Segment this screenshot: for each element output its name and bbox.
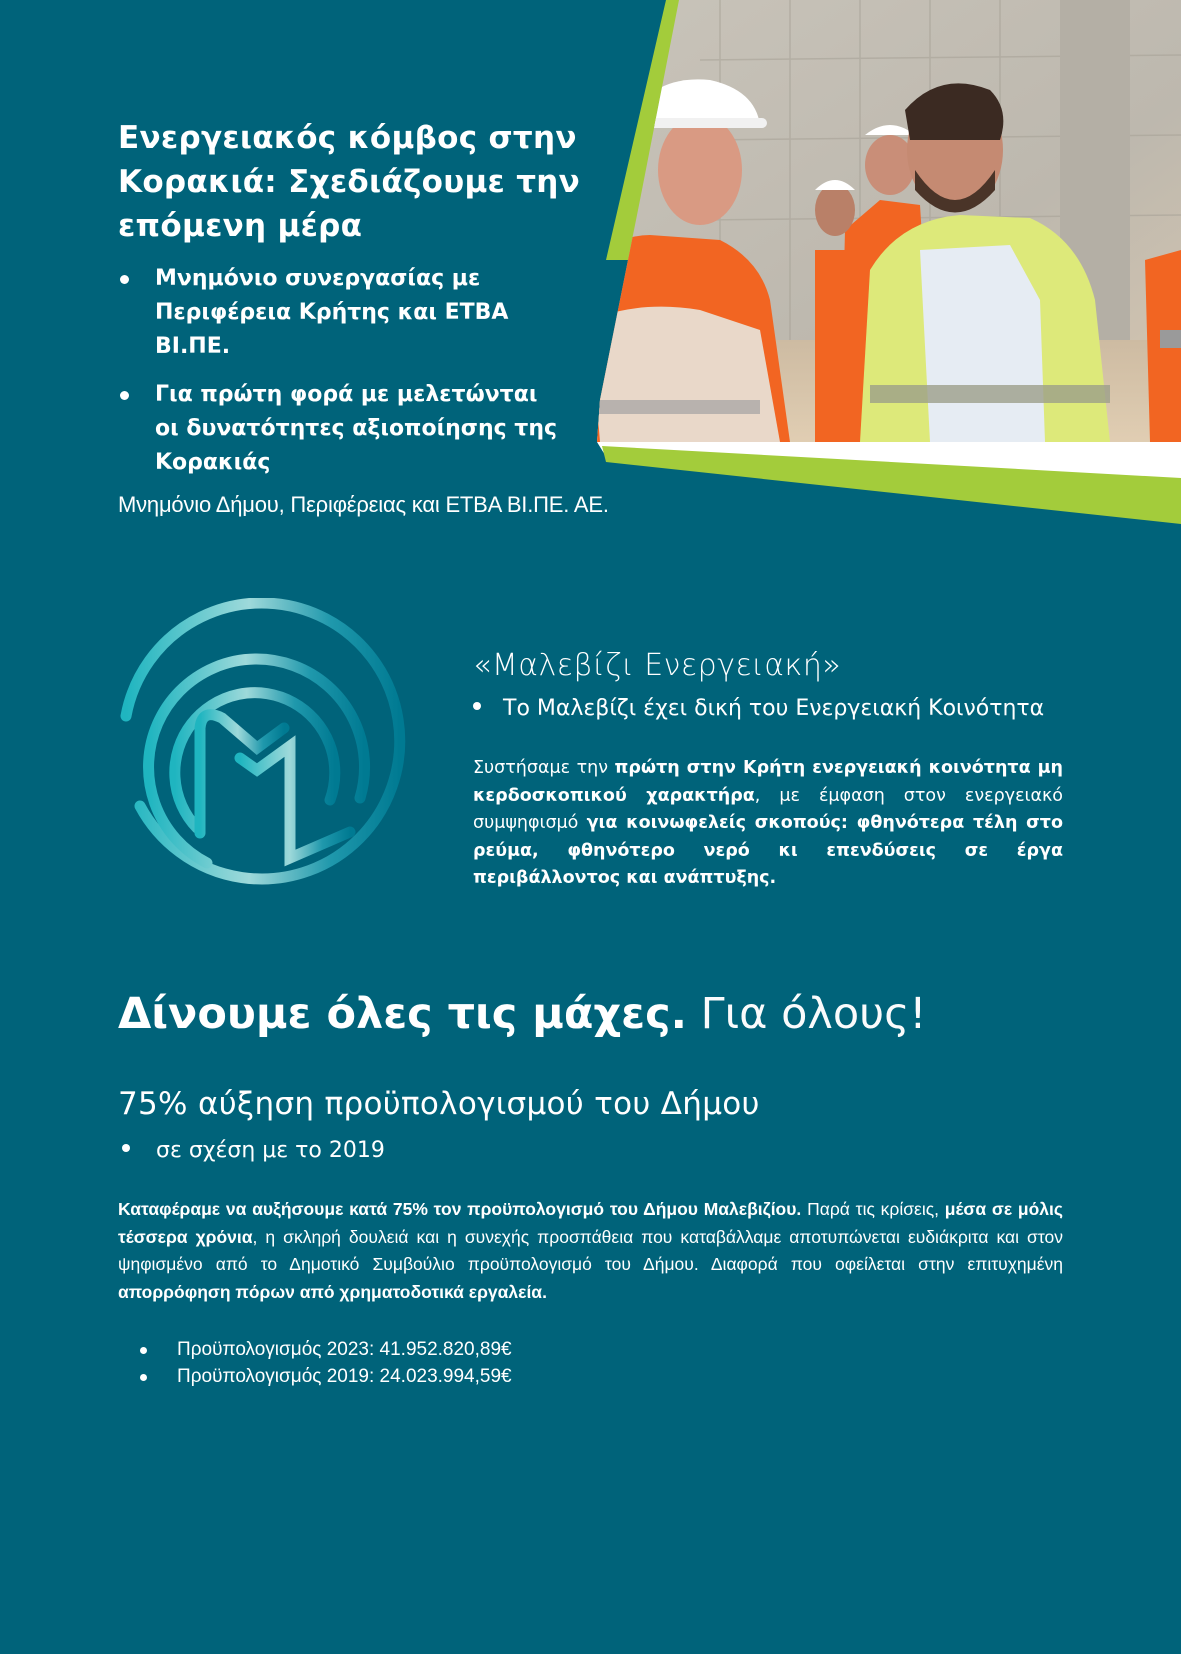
bullet-dot-icon <box>473 702 481 710</box>
paragraph-text: , η σκληρή δουλειά και η συνεχής προσπάθεια που καταβάλλαμε αποτυπώνεται ευδιάκριτα και στον ψηφισμένο από το Δημοτικό Συμβούλιο προϋπολογισμό του Δήμου. Διαφορά που οφείλεται στην επιτυχημένη <box>118 1226 1063 1274</box>
budget-paragraph <box>118 1196 1063 1306</box>
paragraph-bold-text: μέσα σε μόλις τέσσερα χρόνια <box>118 1199 1063 1247</box>
paragraph-bold-text: για κοινωφελείς σκοπούς: φθηνότερα τέλη στο ρεύμα, φθηνότερο νερό κι επενδύσεις σε έργα περιβάλλοντος και ανάπτυξης. <box>473 813 1063 888</box>
budget-figure-2023: Προϋπολογισμός 2023: 41.952.820,89€ <box>118 1336 512 1363</box>
budget-figures-list <box>118 1336 512 1390</box>
headline-bold: Δίνουμε όλες τις μάχες. <box>118 989 687 1039</box>
headline-light: Για όλους! <box>686 989 927 1039</box>
malevizi-energy-bullet <box>473 696 1044 721</box>
section1-bullet: Για πρώτη φορά με μελετώνται οι δυνατότητες αξιοποίησης της Κορακιάς <box>118 378 558 480</box>
section1-bullet: Μνημόνιο συνεργασίας με Περιφέρεια Κρήτης και ΕΤΒΑ ΒΙ.ΠΕ. <box>118 262 558 364</box>
section1-caption: Μνημόνιο Δήμου, Περιφέρειας και ΕΤΒΑ ΒΙ.ΠΕ. ΑΕ. <box>118 492 609 517</box>
section1-title: Ενεργειακός κόμβος στην Κορακιά: Σχεδιάζουμε την επόμενη μέρα <box>118 120 581 244</box>
budget-figure-2019: Προϋπολογισμός 2019: 24.023.994,59€ <box>118 1363 512 1390</box>
paragraph-text: Συστήσαμε την <box>473 758 615 778</box>
malevizi-energy-bullet-text: Το Μαλεβίζι έχει δική του Ενεργειακή Κοινότητα <box>503 696 1045 721</box>
budget-growth-subheading: 75% αύξηση προϋπολογισμού του Δήμου <box>118 1086 760 1122</box>
paragraph-bold-text: απορρόφηση πόρων από χρηματοδοτικά εργαλεία. <box>118 1281 547 1302</box>
paragraph-bold-text: πρώτη στην Κρήτη ενεργειακή κοινότητα μη κερδοσκοπικού χαρακτήρα <box>473 758 1063 806</box>
malevizi-energy-title: «Μαλεβίζι Ενεργειακή» <box>473 648 842 683</box>
malevizi-energy-paragraph <box>473 755 1063 893</box>
paragraph-bold-text: Καταφέραμε να αυξήσουμε κατά 75% τον προϋπολογισμό του Δήμου Μαλεβιζίου. <box>118 1199 802 1219</box>
budget-growth-bullet-text: σε σχέση με το 2019 <box>156 1138 385 1163</box>
paragraph-text: , με έμφαση στον ενεργειακό συμψηφισμό <box>473 785 1064 833</box>
section1-bullet-list <box>118 262 558 494</box>
section3-headline <box>118 984 927 1044</box>
budget-growth-bullet <box>118 1138 385 1163</box>
bullet-dot-icon <box>122 1144 130 1152</box>
paragraph-text: Παρά τις κρίσεις, <box>801 1199 945 1219</box>
malevizi-logo-icon <box>112 598 412 902</box>
